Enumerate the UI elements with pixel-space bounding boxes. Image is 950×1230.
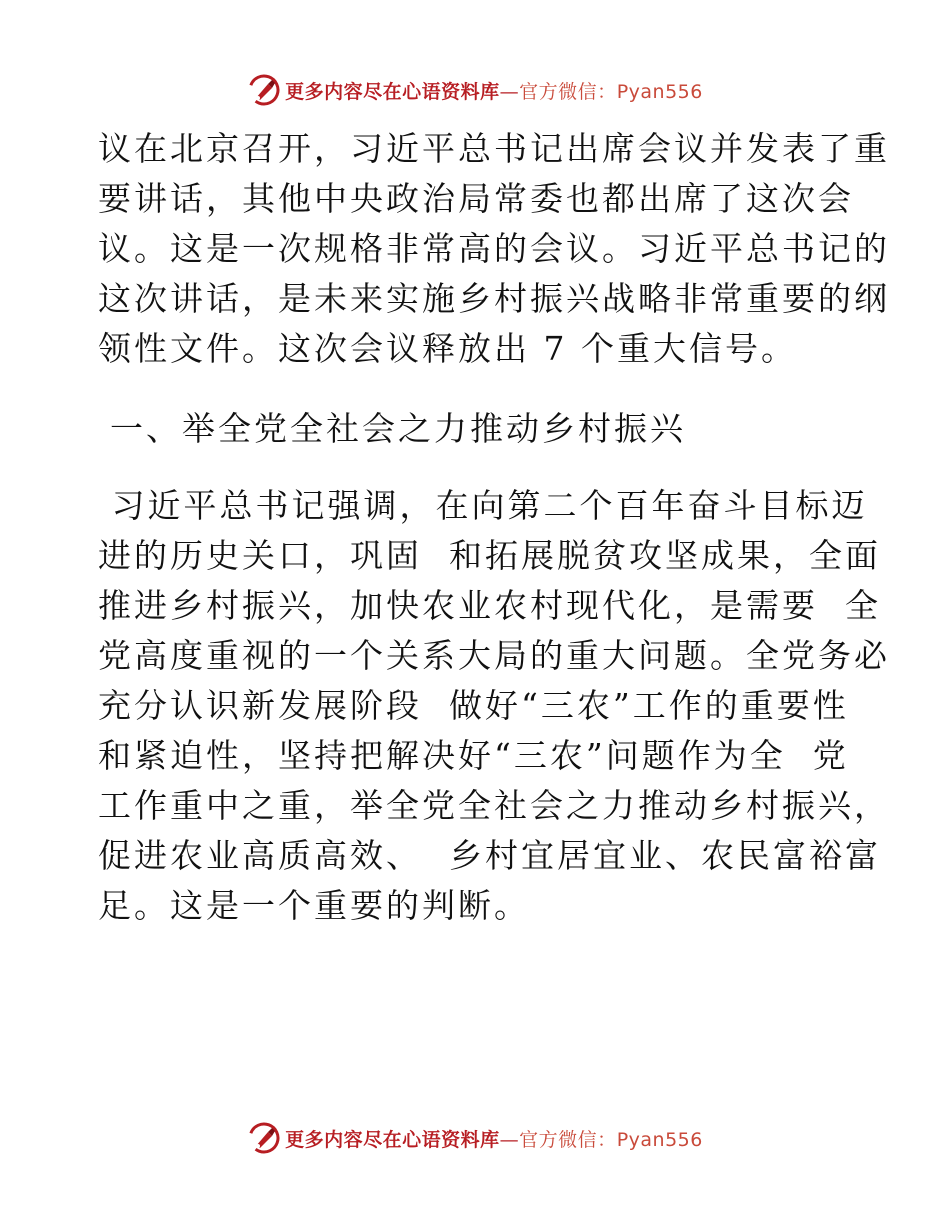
footer-banner	[0, 1118, 950, 1158]
paragraph-line: 推进乡村振兴，加快农业农村现代化，是需要 全	[98, 586, 881, 625]
paragraph-line: 这次讲话，是未来实施乡村振兴战略非常重要的纲	[98, 279, 890, 318]
paragraph-line: 充分认识新发展阶段 做好“三农”工作的重要性	[98, 686, 849, 725]
pen-nib-swirl-logo-icon	[247, 1121, 281, 1155]
banner-main-text: 更多内容尽在心语资料库	[285, 1128, 500, 1151]
paragraph-line: 议。这是一次规格非常高的会议。习近平总书记的	[98, 229, 890, 268]
paragraph-2	[98, 481, 890, 931]
spacer	[98, 374, 858, 404]
banner-dash: —	[499, 1128, 520, 1151]
paragraph-line: 议在北京召开，习近平总书记出席会议并发表了重	[98, 129, 890, 168]
banner-main-text: 更多内容尽在心语资料库	[285, 80, 500, 103]
paragraph-line: 党高度重视的一个关系大局的重大问题。全党务必	[98, 636, 890, 675]
paragraph-line: 习近平总书记强调，在向第二个百年奋斗目标迈	[98, 486, 868, 525]
paragraph-line: 促进农业高质高效、 乡村宜居宜业、农民富裕富	[98, 836, 881, 875]
banner-sub-text: 官方微信：	[519, 80, 617, 103]
paragraph-line: 要讲话，其他中央政治局常委也都出席了这次会	[98, 179, 854, 218]
document-body	[98, 124, 890, 931]
banner-text	[285, 1125, 703, 1152]
banner-dash: —	[499, 80, 520, 103]
paragraph-line: 足。这是一个重要的判断。	[98, 886, 530, 925]
paragraph-1	[98, 124, 890, 374]
spacer	[98, 454, 858, 481]
banner-wechat-id: Pyan556	[616, 80, 703, 103]
paragraph-line: 进的历史关口，巩固 和拓展脱贫攻坚成果，全面	[98, 536, 881, 575]
paragraph-line: 和紧迫性，坚持把解决好“三农”问题作为全 党	[98, 736, 849, 775]
banner-sub-text: 官方微信：	[519, 1128, 617, 1151]
banner-text	[285, 77, 703, 104]
paragraph-line: 领性文件。这次会议释放出 7 个重大信号。	[98, 329, 797, 368]
paragraph-line: 工作重中之重，举全党全社会之力推动乡村振兴，	[98, 786, 890, 825]
header-banner	[0, 70, 950, 110]
section-heading: 一、举全党全社会之力推动乡村振兴	[110, 409, 686, 448]
banner-wechat-id: Pyan556	[616, 1128, 703, 1151]
pen-nib-swirl-logo-icon	[247, 73, 281, 107]
